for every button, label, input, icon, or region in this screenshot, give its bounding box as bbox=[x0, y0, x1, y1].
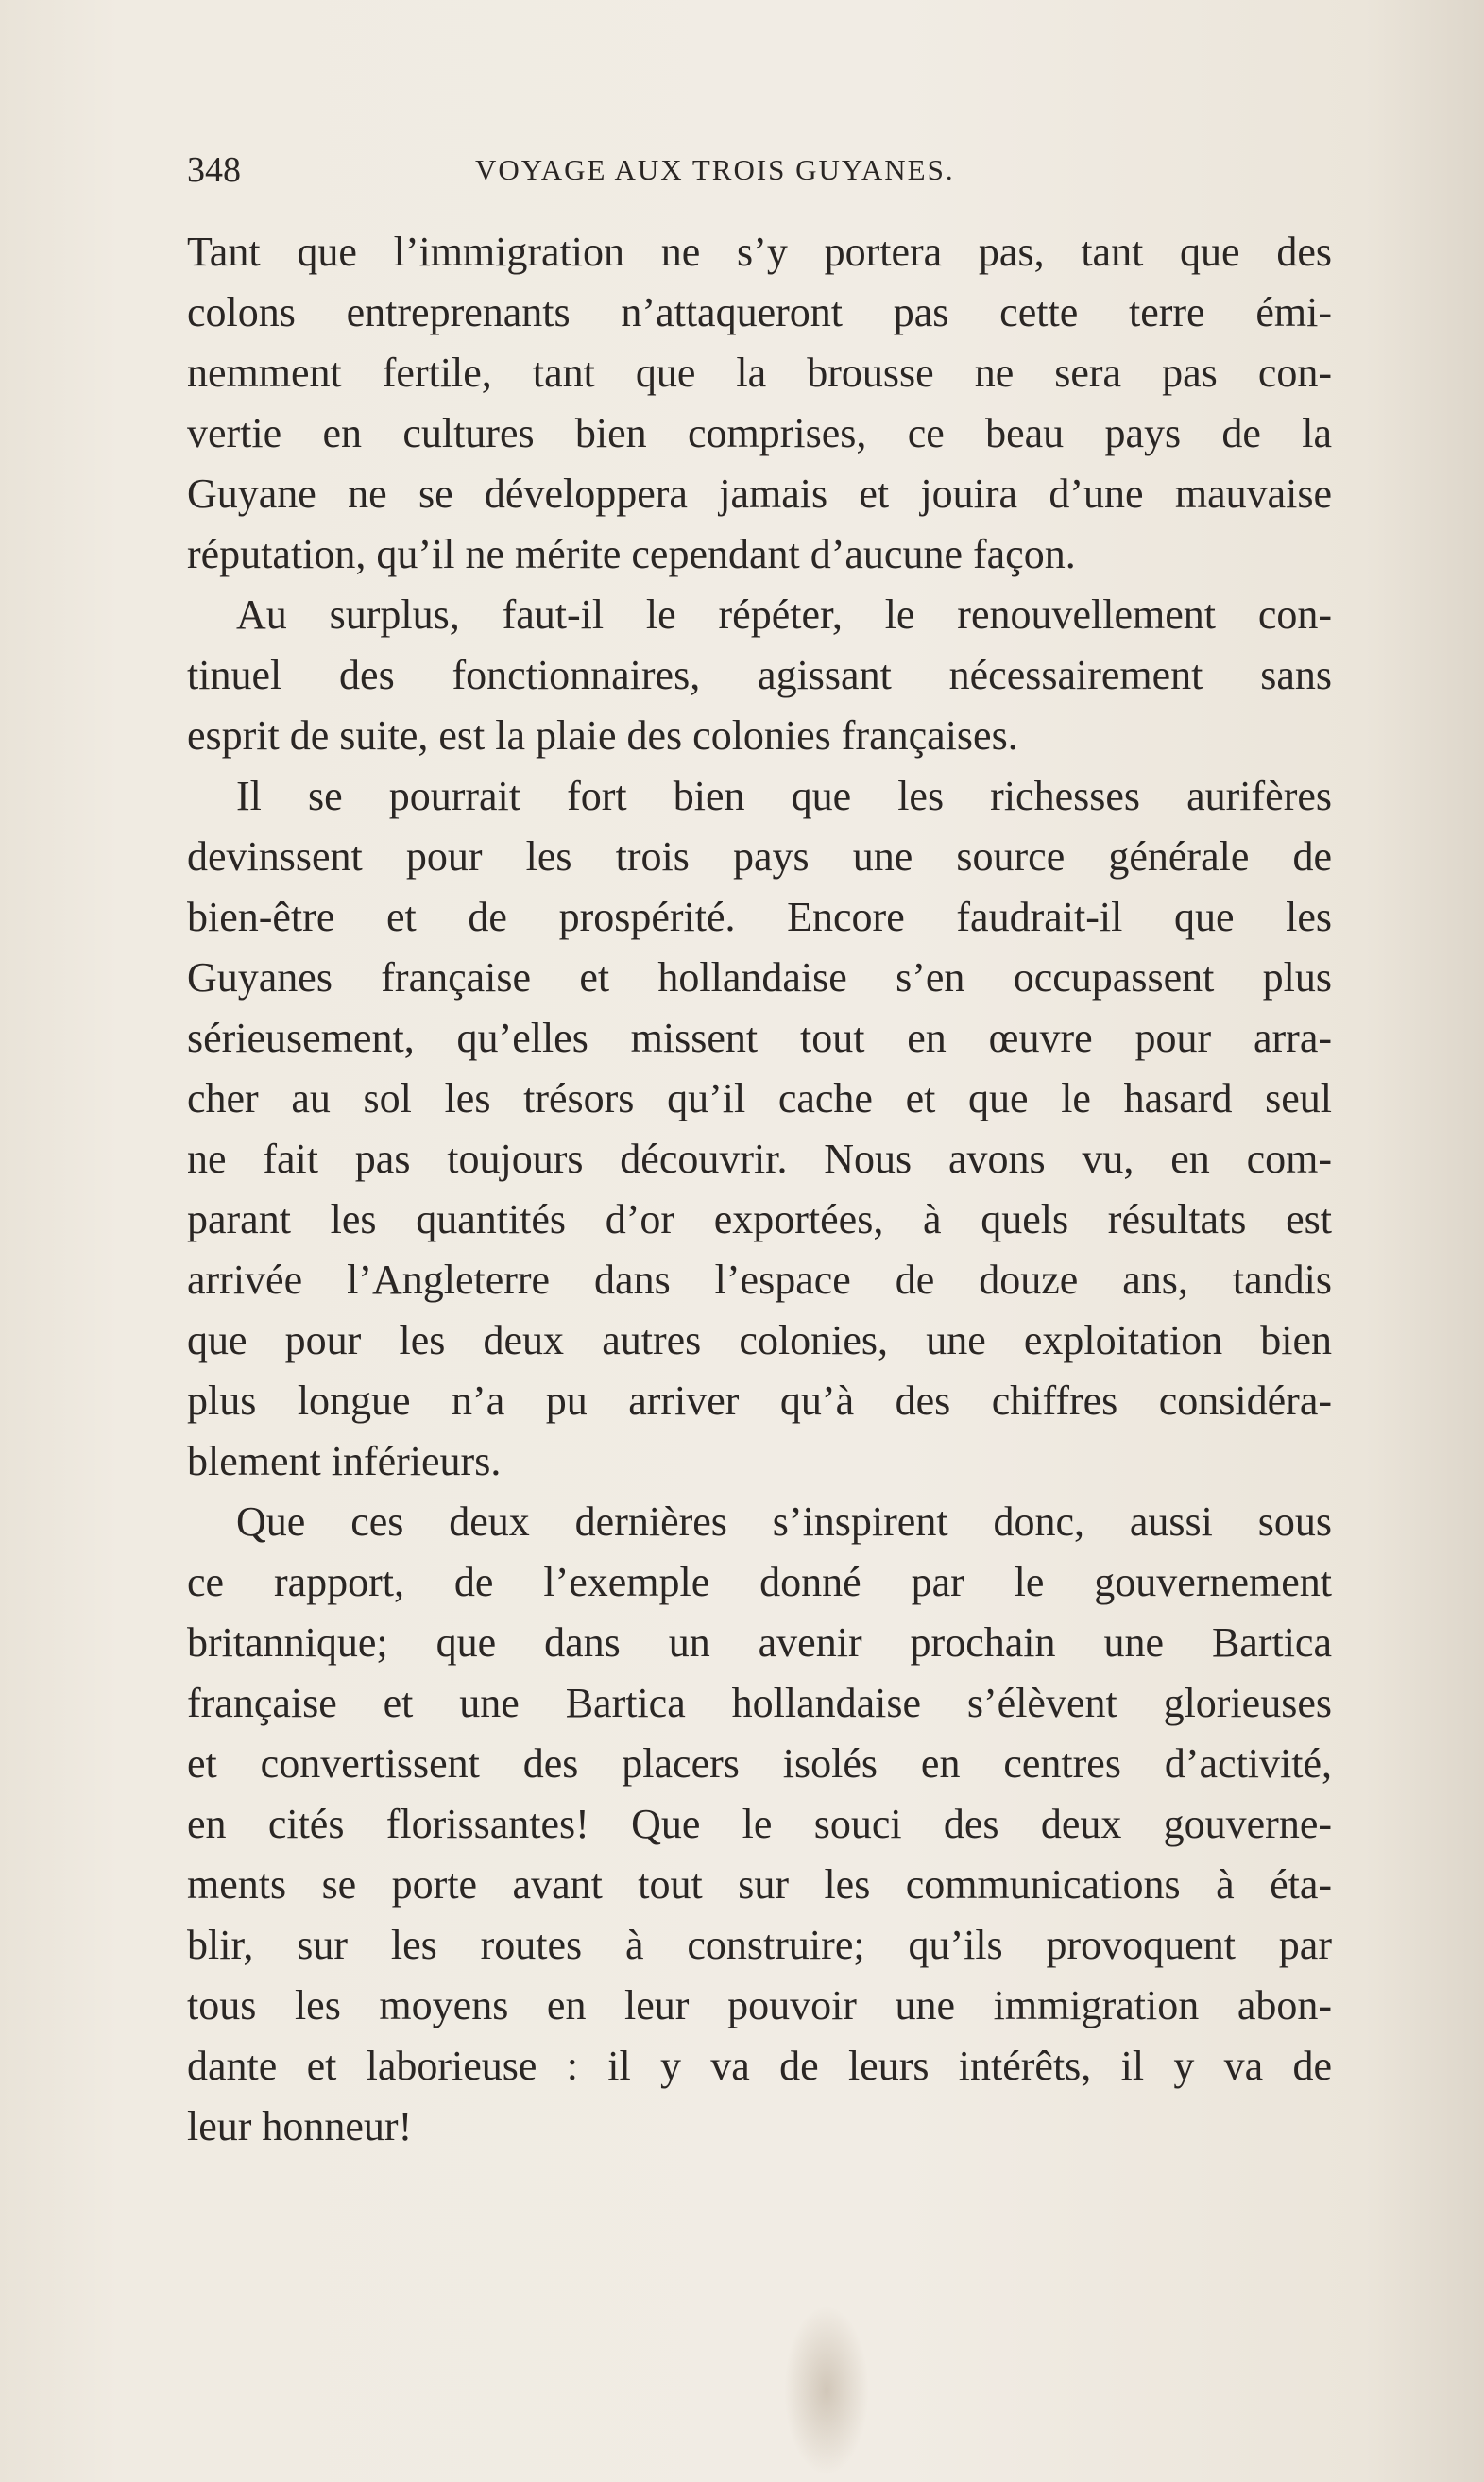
text-line: nemment fertile, tant que la brousse ne sera pas con- bbox=[187, 350, 1332, 396]
text-line: bien-être et de prospérité. Encore faudrait-il que les bbox=[187, 894, 1332, 940]
text-line: colons entreprenants n’attaqueront pas cette terre émi- bbox=[187, 289, 1332, 335]
text-line: esprit de suite, est la plaie des colonies françaises. bbox=[187, 712, 1018, 759]
text-line: en cités florissantes! Que le souci des deux gouverne- bbox=[187, 1801, 1332, 1847]
text-line: plus longue n’a pu arriver qu’à des chiffres considéra- bbox=[187, 1378, 1332, 1424]
text-line: arrivée l’Angleterre dans l’espace de douze ans, tandis bbox=[187, 1257, 1332, 1303]
text-line: vertie en cultures bien comprises, ce beau pays de la bbox=[187, 410, 1332, 456]
text-line: blir, sur les routes à construire; qu’ils provoquent par bbox=[187, 1922, 1332, 1968]
text-line: devinssent pour les trois pays une source générale de bbox=[187, 833, 1332, 880]
text-line: blement inférieurs. bbox=[187, 1438, 502, 1484]
text-line: cher au sol les trésors qu’il cache et que le hasard seul bbox=[187, 1075, 1332, 1121]
text-line: Tant que l’immigration ne s’y portera pas, tant que des bbox=[187, 229, 1332, 275]
running-title: VOYAGE AUX TROIS GUYANES. bbox=[475, 153, 955, 186]
page-body bbox=[187, 222, 1332, 2157]
page-number: 348 bbox=[187, 150, 241, 190]
text-line: Que ces deux dernières s’inspirent donc, aussi sous bbox=[236, 1498, 1332, 1545]
text-line: ce rapport, de l’exemple donné par le gouvernement bbox=[187, 1559, 1332, 1605]
text-line: française et une Bartica hollandaise s’élèvent glorieuses bbox=[187, 1680, 1332, 1726]
paper-stain bbox=[784, 2305, 869, 2475]
text-line: ne fait pas toujours découvrir. Nous avons vu, en com- bbox=[187, 1136, 1332, 1182]
paragraph bbox=[187, 222, 1332, 585]
text-line: tous les moyens en leur pouvoir une immigration abon- bbox=[187, 1982, 1332, 2028]
text-line: réputation, qu’il ne mérite cependant d’aucune façon. bbox=[187, 531, 1076, 577]
text-line: sérieusement, qu’elles missent tout en œuvre pour arra- bbox=[187, 1015, 1332, 1061]
paragraph bbox=[187, 585, 1332, 766]
text-line: parant les quantités d’or exportées, à quels résultats est bbox=[187, 1196, 1332, 1242]
text-line: que pour les deux autres colonies, une exploitation bien bbox=[187, 1317, 1332, 1363]
paragraph bbox=[187, 1492, 1332, 2157]
text-line: leur honneur! bbox=[187, 2103, 413, 2149]
text-line: Guyane ne se développera jamais et jouira d’une mauvaise bbox=[187, 471, 1332, 517]
paragraph bbox=[187, 766, 1332, 1492]
text-line: Il se pourrait fort bien que les richesses aurifères bbox=[236, 773, 1332, 819]
text-line: Au surplus, faut-il le répéter, le renouvellement con- bbox=[236, 591, 1332, 638]
page-header bbox=[187, 149, 1332, 197]
text-line: britannique; que dans un avenir prochain une Bartica bbox=[187, 1619, 1332, 1666]
text-line: tinuel des fonctionnaires, agissant nécessairement sans bbox=[187, 652, 1332, 698]
text-line: dante et laborieuse : il y va de leurs intérêts, il y va de bbox=[187, 2043, 1332, 2089]
text-line: ments se porte avant tout sur les communications à éta- bbox=[187, 1861, 1332, 1908]
text-line: et convertissent des placers isolés en centres d’activité, bbox=[187, 1740, 1332, 1787]
text-line: Guyanes française et hollandaise s’en occupassent plus bbox=[187, 954, 1332, 1001]
